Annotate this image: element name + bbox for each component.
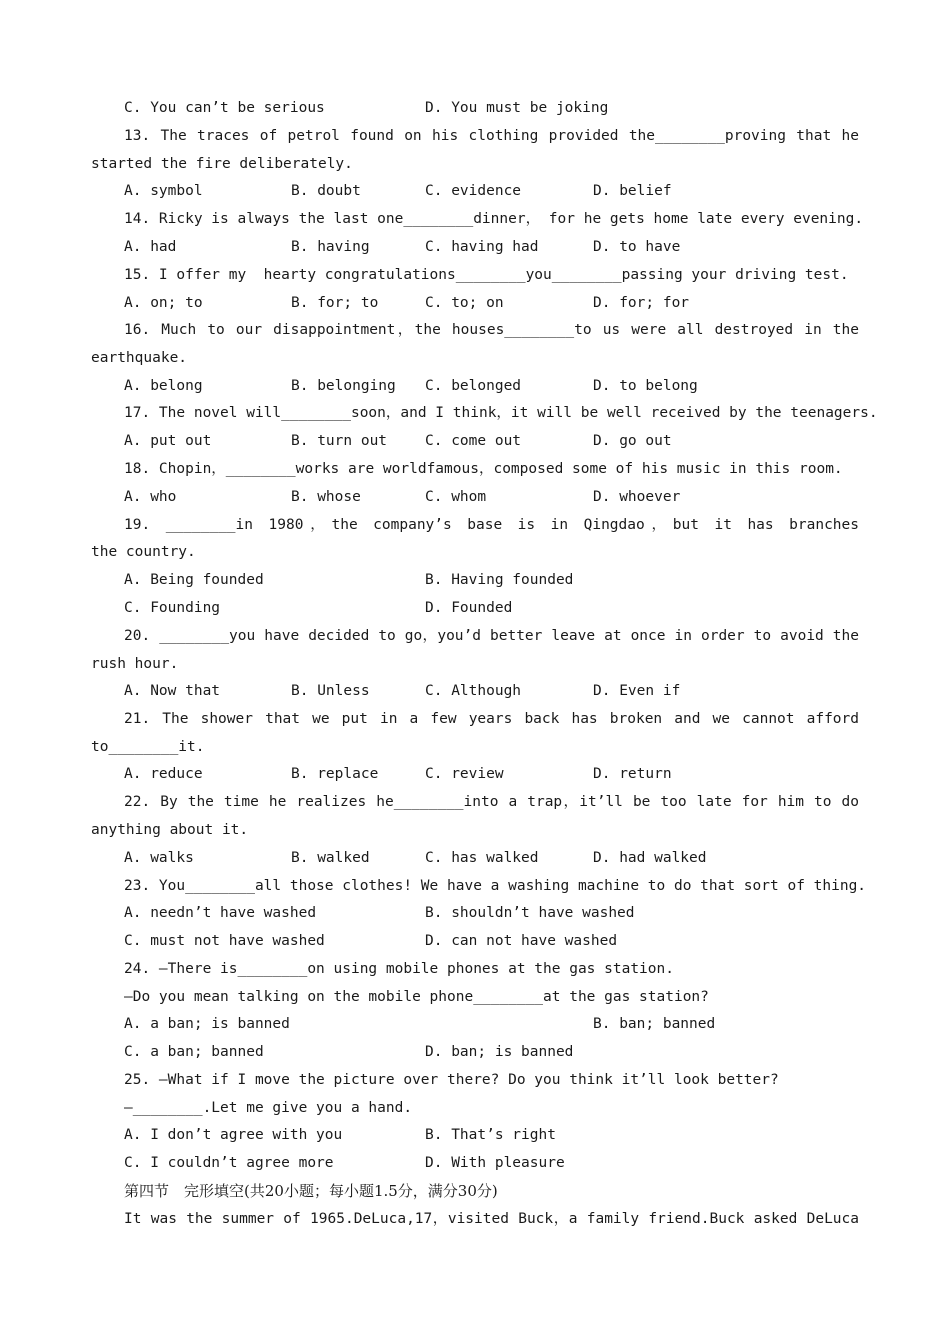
q21-option-c: C. review — [425, 766, 504, 782]
q25-stem-line1: 25. —What if I move the picture over there? Do you think it’ll look better? — [124, 1072, 779, 1088]
q14-option-a: A. had — [124, 239, 177, 255]
q20-option-b: B. Unless — [291, 683, 370, 699]
q17-option-c: C. come out — [425, 433, 522, 449]
q17-option-a: A. put out — [124, 433, 212, 449]
q25-option-a: A. I don’t agree with you — [124, 1127, 343, 1143]
q14-option-b: B. having — [291, 239, 370, 255]
q22-option-a: A. walks — [124, 850, 194, 866]
q14-option-d: D. to have — [593, 239, 681, 255]
q20-stem-line1: 20. ________you have decided to go，you’d better leave at once in order to avoid the — [124, 628, 859, 644]
q25-option-b: B. That’s right — [425, 1127, 556, 1143]
q16-option-d: D. to belong — [593, 378, 698, 394]
q23-option-b: B. shouldn’t have washed — [425, 905, 635, 921]
q13-option-c: C. evidence — [425, 183, 522, 199]
q25-option-d: D. With pleasure — [425, 1155, 565, 1171]
q21-stem-line2: to________it. — [91, 739, 205, 755]
q16-stem-line1: 16. Much to our disappointment，the houses________to us were all destroyed in the — [124, 322, 859, 338]
q18-stem-line1: 18. Chopin，________works are worldfamous，composed some of his music in this room. — [124, 461, 843, 477]
q23-option-a: A. needn’t have washed — [124, 905, 317, 921]
q16-stem-line2: earthquake. — [91, 350, 188, 366]
q18-option-b: B. whose — [291, 489, 361, 505]
q14-stem-line1: 14. Ricky is always the last one________dinner， for he gets home late every evening. — [124, 211, 864, 227]
q24-option-c: C. a ban; banned — [124, 1044, 264, 1060]
q21-stem-line1: 21. The shower that we put in a few years back has broken and we cannot afford — [124, 711, 859, 727]
q16-option-a: A. belong — [124, 378, 203, 394]
q13-option-d: D. belief — [593, 183, 672, 199]
q24-option-d: D. ban; is banned — [425, 1044, 574, 1060]
q13-option-b: B. doubt — [291, 183, 361, 199]
q13-option-a: A. symbol — [124, 183, 203, 199]
q16-option-c: C. belonged — [425, 378, 522, 394]
q25-option-c: C. I couldn’t agree more — [124, 1155, 334, 1171]
q22-option-d: D. had walked — [593, 850, 707, 866]
q18-option-c: C. whom — [425, 489, 487, 505]
q17-option-b: B. turn out — [291, 433, 388, 449]
q23-option-c: C. must not have washed — [124, 933, 325, 949]
q21-option-d: D. return — [593, 766, 672, 782]
q19-option-b: B. Having founded — [425, 572, 574, 588]
q18-option-a: A. who — [124, 489, 177, 505]
passage-line1: It was the summer of 1965.DeLuca,17，visited Buck，a family friend.Buck asked DeLuca — [124, 1211, 859, 1227]
q24-option-a: A. a ban; is banned — [124, 1016, 290, 1032]
q25-stem-line2: —________.Let me give you a hand. — [124, 1100, 413, 1116]
q24-stem-line2: —Do you mean talking on the mobile phone________at the gas station? — [124, 989, 709, 1005]
q21-option-b: B. replace — [291, 766, 379, 782]
q19-option-d: D. Founded — [425, 600, 513, 616]
q15-option-d: D. for; for — [593, 295, 690, 311]
q19-stem-line2: the country. — [91, 544, 196, 560]
q15-option-a: A. on; to — [124, 295, 203, 311]
q13-stem-line1: 13. The traces of petrol found on his clothing provided the________proving that he — [124, 128, 859, 144]
q16-option-b: B. belonging — [291, 378, 396, 394]
q24-stem-line1: 24. —There is________on using mobile phones at the gas station. — [124, 961, 674, 977]
q12-option-c: C. You can’t be serious — [124, 100, 325, 116]
q20-option-c: C. Although — [425, 683, 522, 699]
q13-stem-line2: started the fire deliberately. — [91, 156, 353, 172]
q18-option-d: D. whoever — [593, 489, 681, 505]
q22-stem-line1: 22. By the time he realizes he________into a trap，it’ll be too late for him to do — [124, 794, 859, 810]
q14-option-c: C. having had — [425, 239, 539, 255]
section-heading: 第四节 完形填空(共20小题；每小题1.5分，满分30分) — [124, 1182, 498, 1200]
q23-option-d: D. can not have washed — [425, 933, 618, 949]
q24-option-b: B. ban; banned — [593, 1016, 716, 1032]
q12-option-d: D. You must be joking — [425, 100, 609, 116]
q22-stem-line2: anything about it. — [91, 822, 249, 838]
q19-option-c: C. Founding — [124, 600, 221, 616]
q22-option-b: B. walked — [291, 850, 370, 866]
q23-stem-line1: 23. You________all those clothes! We have a washing machine to do that sort of thing. — [124, 878, 867, 894]
q15-option-b: B. for; to — [291, 295, 379, 311]
q15-stem-line1: 15. I offer my hearty congratulations________you________passing your driving test. — [124, 267, 849, 283]
q19-stem-line1: 19. ________in 1980，the company’s base is in Qingdao，but it has branches — [124, 517, 859, 533]
q22-option-c: C. has walked — [425, 850, 539, 866]
q17-stem-line1: 17. The novel will________soon，and I think，it will be well received by the teenagers. — [124, 405, 878, 421]
q21-option-a: A. reduce — [124, 766, 203, 782]
q17-option-d: D. go out — [593, 433, 672, 449]
q15-option-c: C. to; on — [425, 295, 504, 311]
q20-option-d: D. Even if — [593, 683, 681, 699]
q19-option-a: A. Being founded — [124, 572, 264, 588]
q20-stem-line2: rush hour. — [91, 656, 179, 672]
q20-option-a: A. Now that — [124, 683, 221, 699]
